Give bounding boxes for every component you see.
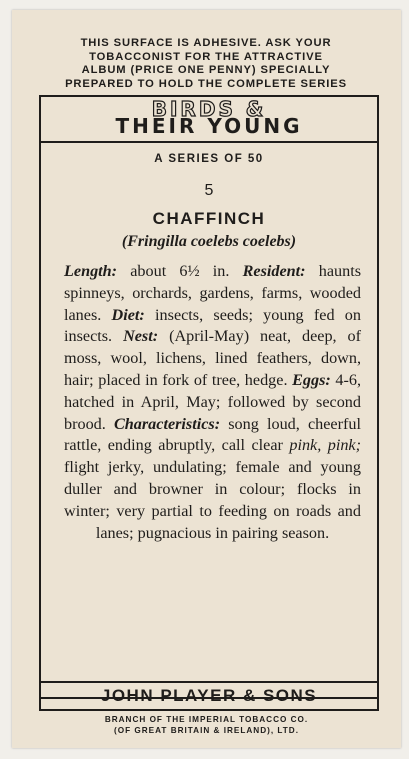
series-title-line-1: BIRDS &	[151, 97, 267, 121]
branch-line: BRANCH OF THE IMPERIAL TOBACCO CO.	[104, 715, 309, 724]
card-frame	[39, 95, 379, 699]
description-text: flight jerky, undulating; female and young duller and browner in colour; flocks in winter; very partial to feeding on roads and lanes; pugnacious in pairing season.	[64, 458, 361, 542]
bird-name: CHAFFINCH	[152, 209, 266, 228]
branch-line: (OF GREAT BRITAIN & IRELAND), LTD.	[114, 726, 299, 735]
field-label: Length:	[64, 262, 118, 280]
notice-line: ALBUM (PRICE ONE PENNY) SPECIALLY	[81, 64, 331, 76]
field-label: Resident:	[242, 262, 306, 280]
notice-line: THIS SURFACE IS ADHESIVE. ASK YOUR	[80, 37, 332, 49]
description-text: insects, seeds; young fed on insects.	[64, 305, 361, 346]
field-label: Nest:	[123, 327, 159, 346]
bird-description	[64, 261, 361, 544]
description-text: about 6½ in.	[117, 262, 243, 280]
field-label: Diet:	[111, 305, 145, 324]
notice-line: TOBACCONIST FOR THE ATTRACTIVE	[89, 50, 323, 63]
latin-name: (Fringilla coelebs coelebs)	[121, 233, 297, 250]
series-title-line-2: THEIR YOUNG	[115, 114, 303, 138]
description-text: haunts spinneys, orchards, gardens, farms, wooded lanes.	[64, 262, 362, 324]
description-text: (April-May) neat, deep, of moss, wool, lichens, lined feathers, down, hair; placed in fork of tree, hedge.	[64, 327, 362, 389]
footer-box	[39, 681, 379, 711]
description-text: song loud, cheerful rattle, ending abruptly, call clear	[64, 414, 361, 455]
adhesive-notice	[30, 37, 382, 91]
card-number: 5	[204, 182, 214, 199]
field-label: Eggs:	[292, 370, 331, 389]
series-count: A SERIES OF 50	[154, 153, 264, 165]
call-text: pink, pink;	[289, 436, 361, 455]
description-text: 4-6, hatched in April, May; followed by second brood.	[64, 370, 361, 433]
maker-name: JOHN PLAYER & SONS	[100, 686, 318, 705]
cigarette-card	[12, 10, 401, 748]
notice-line: PREPARED TO HOLD THE COMPLETE SERIES	[65, 77, 347, 90]
field-label: Characteristics:	[113, 414, 221, 433]
branch-notice	[12, 714, 401, 736]
series-title	[41, 97, 377, 138]
title-box	[41, 97, 377, 143]
